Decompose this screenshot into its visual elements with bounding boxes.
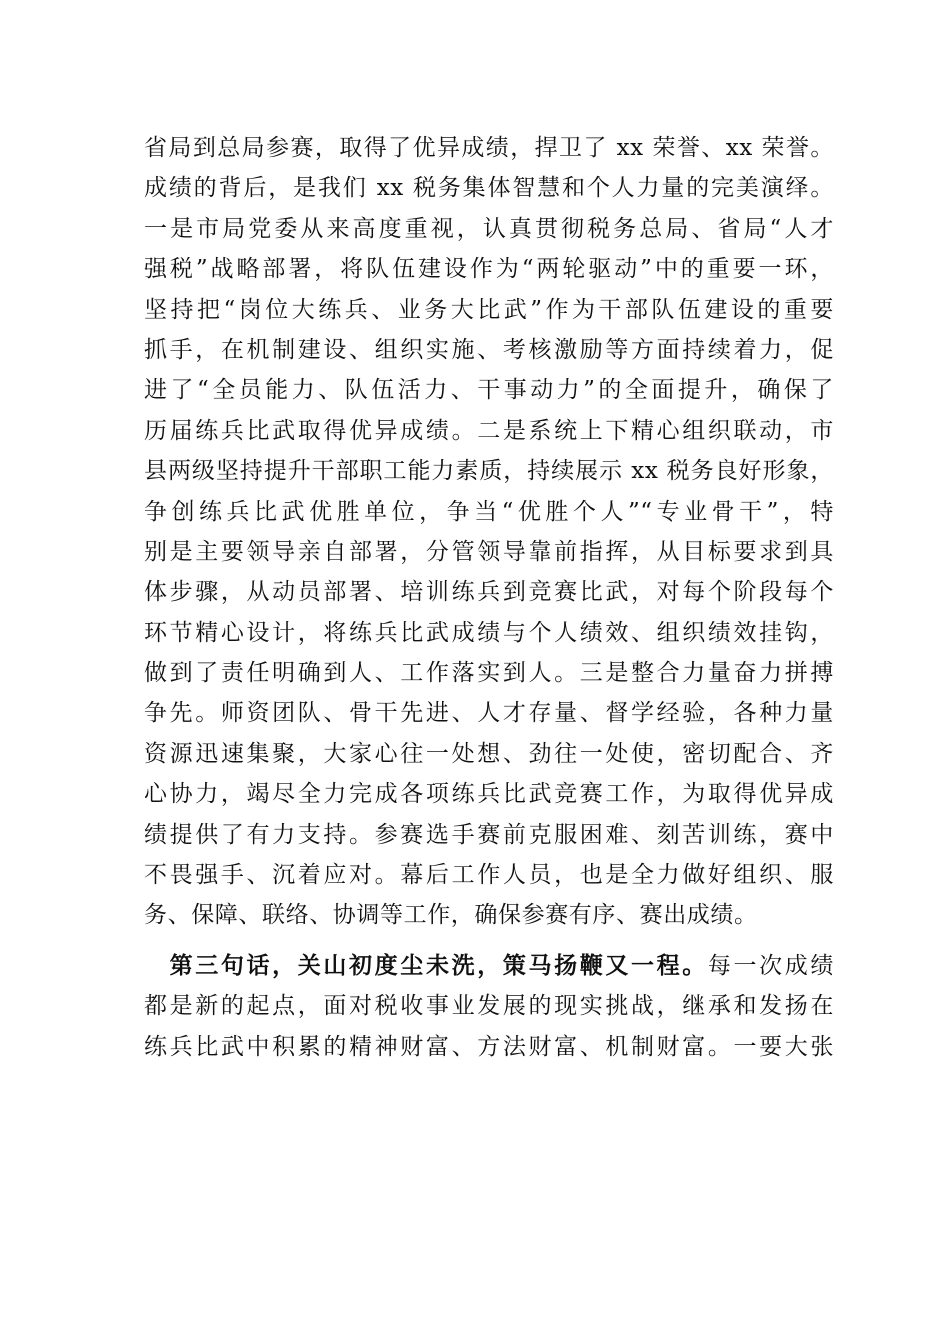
text-line: 做到了责任明确到人、工作落实到人。三是整合力量奋力拼搏 <box>144 660 834 687</box>
text-line: 都是新的起点，面对税收事业发展的现实挑战，继承和发扬在 <box>144 993 834 1020</box>
text-line: 强税”战略部署，将队伍建设作为“两轮驱动”中的重要一环， <box>144 256 834 283</box>
text-line: 心协力，竭尽全力完成各项练兵比武竞赛工作，为取得优异成 <box>144 781 834 808</box>
text-line: 成绩的背后，是我们 xx 税务集体智慧和个人力量的完美演绎。 <box>144 175 834 202</box>
text-line: 进了“全员能力、队伍活力、干事动力”的全面提升，确保了 <box>144 377 834 404</box>
text-line: 一是市局党委从来高度重视，认真贯彻税务总局、省局“人才 <box>144 215 834 242</box>
paragraph-first-line <box>144 946 834 986</box>
text-line: 历届练兵比武取得优异成绩。二是系统上下精心组织联动，市 <box>144 417 834 444</box>
text-line: 县两级坚持提升干部职工能力素质，持续展示 xx 税务良好形象， <box>144 458 834 485</box>
text-line: 坚持把“岗位大练兵、业务大比武”作为干部队伍建设的重要 <box>144 296 834 323</box>
text-line: 别是主要领导亲自部署，分管领导靠前指挥，从目标要求到具 <box>144 538 834 565</box>
body-text <box>144 128 834 1067</box>
text-line: 资源迅速集聚，大家心往一处想、劲往一处使，密切配合、齐 <box>144 740 834 767</box>
text-line: 环节精心设计，将练兵比武成绩与个人绩效、组织绩效挂钩， <box>144 619 834 646</box>
section-heading: 第三句话，关山初度尘未洗，策马扬鞭又一程。 <box>167 951 708 979</box>
text-run: 每一次成绩 <box>707 952 834 979</box>
text-line: 省局到总局参赛，取得了优异成绩，捍卫了 xx 荣誉、xx 荣誉。 <box>144 135 834 161</box>
text-line: 抓手，在机制建设、组织实施、考核激励等方面持续着力，促 <box>144 336 834 363</box>
paragraph-gap <box>144 936 834 946</box>
text-line: 练兵比武中积累的精神财富、方法财富、机制财富。一要大张 <box>144 1033 834 1060</box>
text-line: 争创练兵比武优胜单位，争当“优胜个人”“专业骨干”，特 <box>144 498 834 525</box>
text-line: 争先。师资团队、骨干先进、人才存量、督学经验，各种力量 <box>144 700 834 727</box>
text-line: 不畏强手、沉着应对。幕后工作人员，也是全力做好组织、服 <box>144 862 834 889</box>
text-line: 务、保障、联络、协调等工作，确保参赛有序、赛出成绩。 <box>144 902 758 929</box>
text-line: 体步骤，从动员部署、培训练兵到竞赛比武，对每个阶段每个 <box>144 579 834 606</box>
text-line: 绩提供了有力支持。参赛选手赛前克服困难、刻苦训练，赛中 <box>144 821 834 848</box>
